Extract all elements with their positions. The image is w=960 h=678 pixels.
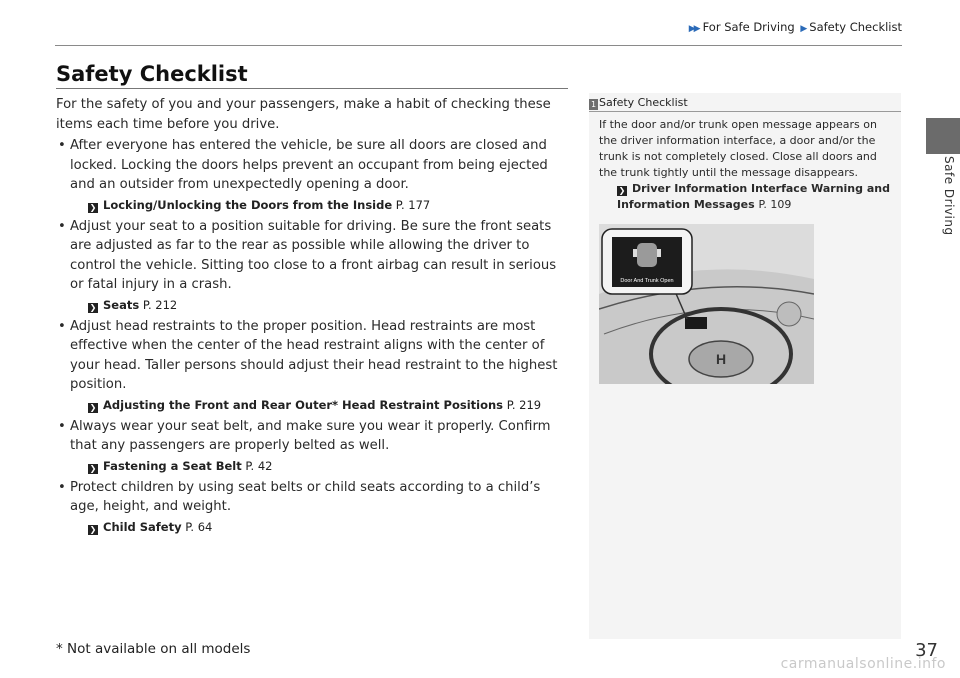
open-door-icon [657, 249, 661, 257]
reference-title[interactable]: Seats [103, 297, 140, 312]
checklist-item: • Protect children by using seat belts or child seats according to a child’s age, height, and weight. [56, 478, 572, 517]
side-note-divider [589, 111, 901, 112]
side-note-text: If the door and/or trunk open message appears on the driver information interface, a door and/or the trunk is not completely closed. Close all doors and the trunk tightly until the message disappears. [599, 118, 877, 179]
intro-text: For the safety of you and your passengers, make a habit of checking these items each time before you drive. [56, 97, 551, 132]
checklist-item: • Always wear your seat belt, and make sure you wear it properly. Confirm that any passengers are properly belted as well. [56, 417, 572, 456]
cross-reference[interactable] [56, 397, 572, 414]
brand-logo: H [715, 351, 727, 367]
breadcrumb-current: Safety Checklist [809, 20, 902, 34]
cross-reference[interactable] [56, 458, 572, 475]
main-content [56, 95, 572, 539]
reference-arrow-icon: ❯ [618, 186, 626, 195]
reference-title[interactable]: Child Safety [103, 519, 182, 534]
breadcrumb-arrow-icon: ▶▶ [688, 24, 699, 34]
section-tab[interactable] [926, 118, 960, 154]
reference-arrow-icon: ❯ [89, 202, 97, 212]
page-number: 37 [915, 640, 938, 661]
section-tab-label: Safe Driving [942, 156, 956, 236]
checklist-item: • Adjust head restraints to the proper position. Head restraints are most effective when the center of the head restraint aligns with the center of your head. Taller persons should adjust their head restraint to the highest position. [56, 317, 572, 395]
reference-arrow-icon: ❯ [89, 463, 97, 473]
reference-page: P. 64 [185, 519, 213, 534]
reference-page: P. 42 [245, 458, 273, 473]
open-door-icon [633, 249, 637, 257]
side-note-header [589, 96, 901, 110]
checklist-item: • Adjust your seat to a position suitable for driving. Be sure the front seats are adjusted as far to the rear as possible while allowing the driver to control the vehicle. Sitting too close to a front airbag can result in serious or fatal injury in a crash. [56, 217, 572, 295]
display-message: Door And Trunk Open [620, 278, 674, 284]
breadcrumb-parent[interactable]: For Safe Driving [702, 20, 795, 34]
reference-arrow-icon: ❯ [89, 402, 97, 412]
footnote: * Not available on all models [56, 641, 251, 657]
side-note-title: Safety Checklist [599, 96, 688, 109]
reference-title[interactable]: Adjusting the Front and Rear Outer* Head Restraint Positions [103, 397, 504, 412]
page-title: Safety Checklist [56, 62, 248, 86]
reference-page: P. 212 [142, 297, 178, 312]
side-note-ref-page: P. 109 [758, 198, 792, 211]
breadcrumb [689, 20, 902, 34]
display-highlight [685, 317, 707, 329]
cross-reference[interactable] [56, 197, 572, 214]
gauge-icon [777, 302, 801, 326]
reference-page: P. 177 [395, 197, 431, 212]
title-divider [56, 88, 568, 89]
side-note-ref-title[interactable]: Driver Information Interface Warning and Information Messages [617, 182, 890, 211]
checklist-item: • After everyone has entered the vehicle, be sure all doors are closed and locked. Locking the doors helps prevent an occupant from being ejected and an outsider from unexpectedly opening a door. [56, 136, 572, 195]
reference-title[interactable]: Locking/Unlocking the Doors from the Inside [103, 197, 393, 212]
reference-title[interactable]: Fastening a Seat Belt [103, 458, 242, 473]
side-note-reference[interactable] [599, 181, 891, 213]
header-divider [55, 45, 902, 46]
cross-reference[interactable] [56, 297, 572, 314]
breadcrumb-arrow-icon: ▶ [800, 24, 806, 34]
note-badge: 1 [590, 100, 597, 109]
reference-arrow-icon: ❯ [89, 302, 97, 312]
side-note-body [599, 117, 891, 213]
reference-arrow-icon: ❯ [89, 524, 97, 534]
dashboard-illustration [599, 224, 814, 384]
car-top-view-icon [637, 243, 657, 267]
cross-reference[interactable] [56, 519, 572, 536]
watermark: carmanualsonline.info [780, 656, 946, 672]
reference-page: P. 219 [506, 397, 542, 412]
